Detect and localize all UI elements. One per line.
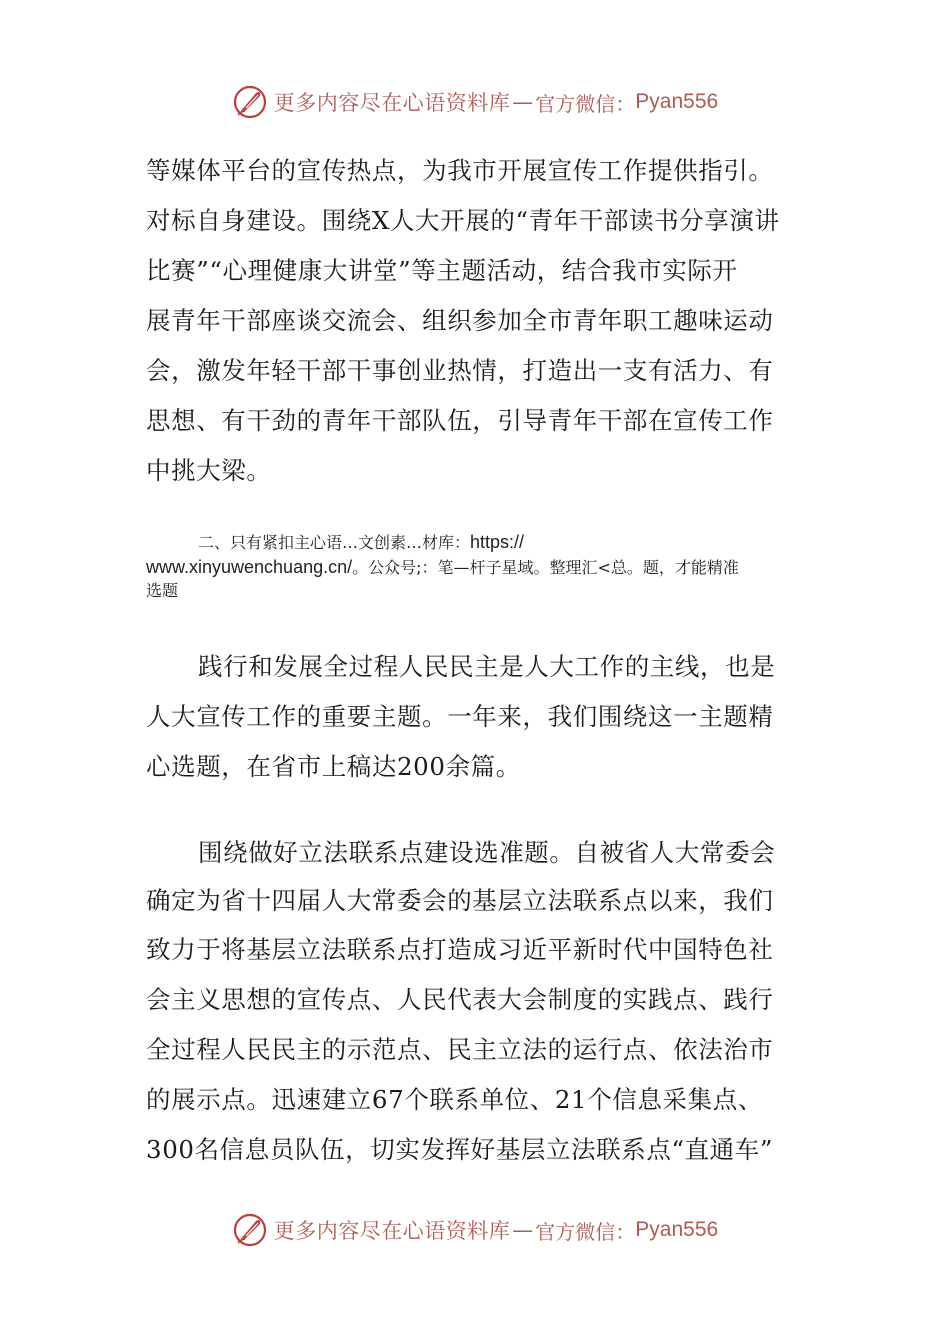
banner-wechat-id: Pyan556 [635,90,719,113]
text-line: 致力于将基层立法联系点打造成习近平新时代中国特色社 [146,935,774,964]
banner-dash: — [512,90,534,114]
heading-line-3: 选题 [146,581,179,600]
text-line: 中挑大梁。 [146,456,272,485]
heading-text: 二、只有紧扣主心语…文创素…材库： [198,533,471,552]
banner-wechat-id: Pyan556 [635,1218,719,1241]
text-line: 心选题，在省市上稿达200余篇。 [146,752,521,781]
banner-title: 更多内容尽在心语资料库 [273,1219,511,1243]
heading-url-part-2: www.xinyuwenchuang.cn/ [146,557,353,577]
text-line: 300名信息员队伍，切实发挥好基层立法联系点“直通车” [146,1135,774,1164]
heading-text: 。公众号;：笔—杆子星域。整理汇<总。题，才能精准 [352,558,739,577]
text-line: 思想、有干劲的青年干部队伍，引导青年干部在宣传工作 [146,406,774,435]
text-line: 确定为省十四届人大常委会的基层立法联系点以来，我们 [146,886,774,915]
text-line: 人大宣传工作的重要主题。一年来，我们围绕这一主题精 [146,702,774,731]
text-line: 全过程人民民主的示范点、民主立法的运行点、依法治市 [146,1035,774,1064]
quill-logo-icon [232,84,268,120]
text-line: 会主义思想的宣传点、人民代表大会制度的实践点、践行 [146,985,774,1014]
banner-wechat-label: 官方微信： [535,1219,636,1244]
banner-wechat-label: 官方微信： [535,91,636,116]
banner-dash: — [512,1218,534,1242]
heading-line-2 [146,557,739,578]
text-line: 的展示点。迅速建立67个联系单位、21个信息采集点、 [146,1085,763,1114]
text-line: 践行和发展全过程人民民主是人大工作的主线，也是 [198,652,776,681]
text-line: 围绕做好立法联系点建设选准题。自被省人大常委会 [198,838,776,867]
text-line: 展青年干部座谈交流会、组织参加全市青年职工趣味运动 [146,306,774,335]
text-line: 对标自身建设。围绕X人大开展的“青年干部读书分享演讲 [146,206,780,235]
heading-url-part-1: https:// [470,532,525,552]
heading-line-1 [198,532,524,553]
header-banner [0,80,950,124]
footer-banner [0,1208,950,1252]
quill-logo-icon [232,1212,268,1248]
text-line: 比赛”“心理健康大讲堂”等主题活动，结合我市实际开 [146,256,738,285]
text-line: 会，激发年轻干部干事创业热情，打造出一支有活力、有 [146,356,774,385]
banner-title: 更多内容尽在心语资料库 [273,91,511,115]
text-line: 等媒体平台的宣传热点，为我市开展宣传工作提供指引。 [146,156,774,185]
